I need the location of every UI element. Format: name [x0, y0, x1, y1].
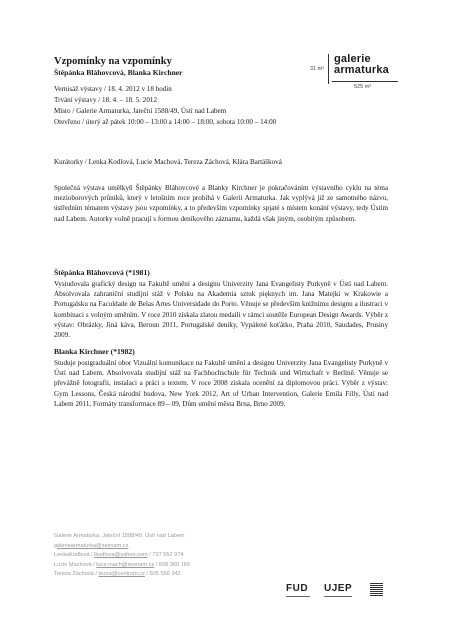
artist-bio-blahovcova: Vystudovala grafický design na Fakultě umění a designu Univerzity Jana Evangelisty Purkyně v Ústí nad Labem. Absolvovala zahraniční studijní stáž v Polsku na Akademia sztuk pięknych im. Jana Matejki w Krakowie a Portugalsku na Faculdade de Belas Artes Universidade do Porto. Věnuje se především knižnímu designu a ilustraci v kombinaci s volným uměním. V roce 2010 získala zlatou medaili v rámci soutěže European Design Awards. Výběr z výstav: Obrázky, Jiná káva, Beroun 2011, Portugalské deníky, Vypálené koťátko, Praha 2010, Saudades, Prusiny 2009. — [54, 280, 388, 340]
contact-name: Lucie Machová — [54, 561, 92, 568]
galerie-armaturka-logo — [310, 54, 406, 94]
logo-line-galerie: galerie — [334, 53, 371, 65]
vernissage-line: Vernisáž výstavy / 18. 4. 2012 v 18 hodin — [54, 85, 172, 93]
contact-name: LenkaKodlová — [54, 552, 90, 559]
contact-email-link[interactable]: tezza@centrum.cz — [98, 571, 145, 578]
venue-line: Místo / Galerie Armaturka, Jateční 1588/49, Ústí nad Labem — [54, 107, 227, 115]
contact-phone: 605 556 342 — [149, 571, 181, 578]
ujep-logo-underline — [324, 596, 352, 599]
artist-heading-blahovcova: Štěpánka Bláhovcová (*1981) — [54, 268, 150, 277]
curators-line: Kurátorky / Lenka Kodlová, Lucie Machová, Tereza Záchová, Klára Bartášková — [54, 158, 282, 166]
intro-paragraph: Společná výstava umělkyň Štěpánky Bláhovcové a Blanky Kirchner je pokračováním výstavního cyklu na téma mezioborových průniků, který v letošním roce probíhá v Galerii Armaturka. Jak vyplývá již ze samotného názvu, ústředním tématem výstavy jsou vzpomínky, a to především vzpomínky spjaté s místem konání výstavy, tedy Ústím nad Labem. Autorky volně pracují s formou deníkového záznamu, každá však jiným, osobitým způsobem. — [54, 184, 388, 223]
logo-dimension-bracket — [328, 54, 331, 84]
contact-email-link[interactable]: lkodlova@yahoo.com — [94, 552, 148, 559]
opening-hours-line: Otevřeno / úterý až pátek 10:00 – 13:00 a 14:00 – 18:00, sobota 10:00 – 14:00 — [54, 118, 277, 126]
fud-logo-underline — [286, 596, 310, 599]
contact-phone: 737 552 974 — [152, 552, 184, 559]
gallery-email-link[interactable]: galeriearmaturka@seznam.cz — [54, 542, 129, 549]
footer-contacts — [54, 532, 190, 580]
exhibition-title: Vzpomínky na vzpomínky — [54, 56, 172, 67]
artist-heading-kirchner: Blanka Kirchner (*1982) — [54, 347, 135, 356]
logo-height-dimension: 31 m² — [310, 66, 325, 72]
contact-row: Tereza Záchová / tezza@centrum.cz / 605 556 342 — [54, 571, 181, 578]
fud-logo: FUD — [286, 583, 309, 594]
contact-phone: 608 368 169 — [158, 561, 190, 568]
striped-mark-icon — [370, 582, 383, 596]
exhibition-info — [54, 84, 276, 128]
footer-address: Galerie Armaturka, Jateční 1588/49, Ústí nad Labem — [54, 533, 185, 539]
logo-wordmark — [334, 54, 389, 76]
logo-width-dimension: 525 m² — [354, 84, 372, 90]
exhibition-artists: Štěpánka Bláhovcová, Blanka Kirchner — [54, 68, 183, 77]
contact-name: Tereza Záchová — [54, 571, 94, 578]
contact-email-link[interactable]: luce.mach@seznam.cz — [96, 561, 155, 568]
logo-line-armaturka: armaturka — [334, 64, 389, 76]
contact-row: Lucie Machová / luce.mach@seznam.cz / 608 368 169 — [54, 561, 190, 568]
ujep-logo: UJEP — [324, 583, 353, 594]
logo-dimension-line — [332, 81, 398, 82]
duration-line: Trvání výstavy / 18. 4. – 18. 5. 2012 — [54, 96, 157, 104]
artist-bio-kirchner: Studuje postgraduální obor Vizuální komunikace na Fakultě umění a designu Univerzity Jana Evangelisty Purkyně v Ústí nad Labem. Absolvovala studijní stáž na Fachhochschule für Technik und Wirtschaft v Berlíně. Věnuje se převážně fotografii, instalaci a práci s textem. V roce 2008 získala ocenění za diplomovou práci. Výběr z výstav: Gym Lessons, Česká národní budova, New York 2012, Art of Urban Intervention, Galerie Emila Filly, Ústí nad Labem 2011, Formáty transformace 89 – 09, Dům umění města Brna, Brno 2009. — [54, 359, 388, 408]
contact-row: LenkaKodlová / lkodlova@yahoo.com / 737 552 974 — [54, 552, 184, 559]
